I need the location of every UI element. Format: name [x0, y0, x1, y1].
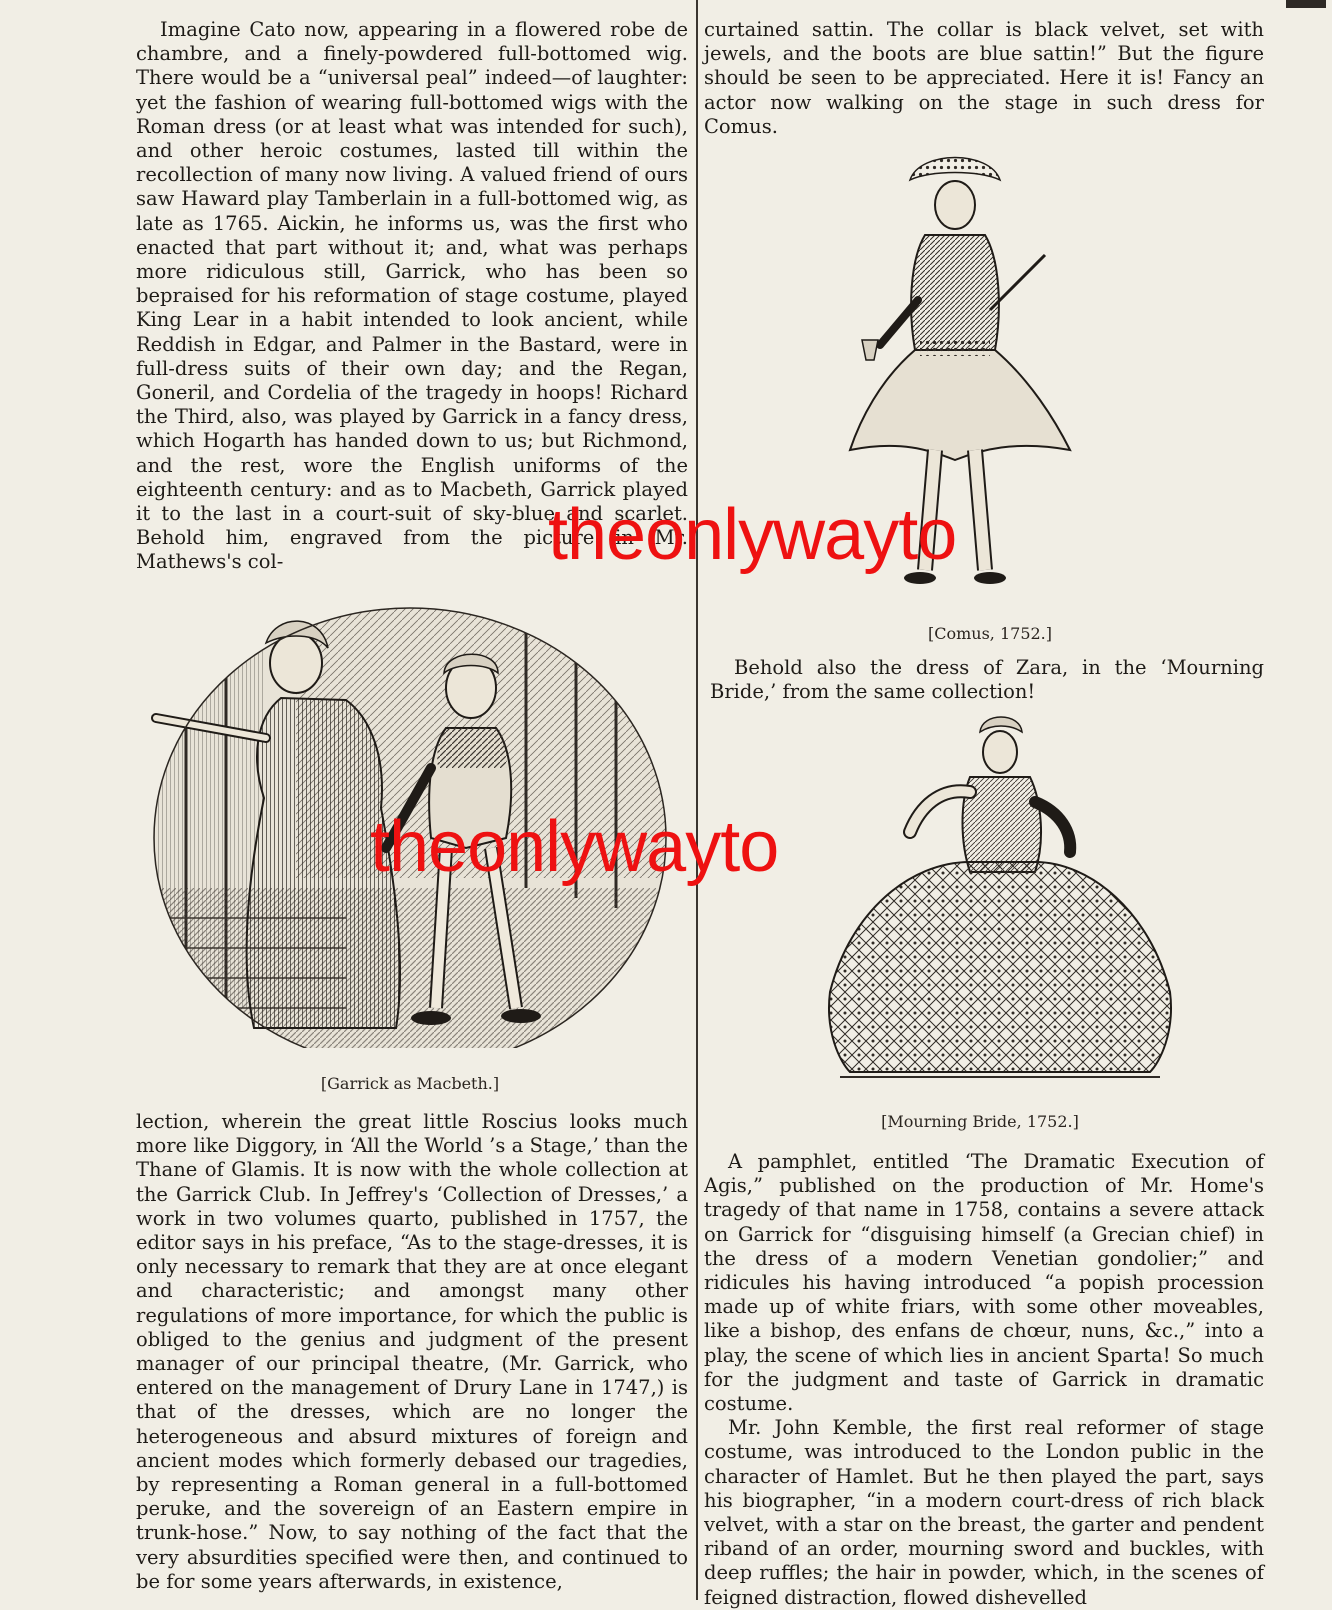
column-rule	[696, 0, 698, 1600]
right-zara-block	[710, 656, 1264, 704]
agis-paragraph: A pamphlet, entitled ‘The Dramatic Execution of Agis,” published on the production of Mr. Home's tragedy of that name in 1758, contains a severe attack on Garrick for “disguising himself (a Grecian chief) in the dress of a modern Venetian gondolier;” and ridicules his having introduced “a popish procession made up of white friars, with some other moveables, like a bishop, des enfans de chœur, nuns, &c.,” into a play, the scene of which lies in ancient Sparta! So much for the judgment and taste of Garrick in dramatic costume.	[704, 1150, 1264, 1416]
watermark-top: theonlywayto	[548, 495, 957, 575]
zara-paragraph: Behold also the dress of Zara, in the ‘Mourning Bride,’ from the same collection!	[710, 656, 1264, 704]
left-bottom-paragraph: lection, wherein the great little Roscius looks much more like Diggory, in ‘All the World ’s a Stage,’ than the Thane of Glamis. It is now with the whole collection at the Garrick Club. In Jeffrey's ‘Collection of Dresses,’ a work in two volumes quarto, published in 1757, the editor says in his preface, “As to the stage-dresses, it is only necessary to remark that they are at once elegant and characteristic; and amongst many other regulations of more importance, for which the public is obliged to the genius and judgment of the present manager of our principal theatre, (Mr. Garrick, who entered on the management of Drury Lane in 1747,) is that of the dresses, which are no longer the heterogeneous and absurd mixtures of foreign and ancient modes which formerly debased our tragedies, by representing a Roman general in a full-bottomed peruke, and the sovereign of an Eastern empire in trunk-hose.” Now, to say nothing of the fact that the very absurdities specified were then, and continued to be for some years afterwards, in existence,	[136, 1110, 688, 1593]
left-bottom-column	[136, 1110, 688, 1594]
right-bottom-column	[704, 1150, 1264, 1610]
left-column	[136, 18, 688, 575]
left-top-paragraph: Imagine Cato now, appearing in a flowered robe de chambre, and a finely-powdered full-bottomed wig. There would be a “universal peal” indeed—of laughter: yet the fashion of wearing full-bottomed wigs with the Roman dress (or at least what was intended for such), and other heroic costumes, lasted till within the recollection of many now living. A valued friend of ours saw Haward play Tamberlain in a full-bottomed wig, as late as 1765. Aickin, he informs us, was the first who enacted that part without it; and, what was perhaps more ridiculous still, Garrick, who has been so bepraised for his reformation of stage costume, played King Lear in a habit intended to look ancient, while Reddish in Edgar, and Palmer in the Bastard, were in full-dress suits of their own day; and the Regan, Goneril, and Cordelia of the tragedy in hoops! Richard the Third, also, was played by Garrick in a fancy dress, which Hogarth has handed down to us; but Richmond, and the rest, wore the English uniforms of the eighteenth century: and as to Macbeth, Garrick played it to the last in a court-suit of sky-blue and scarlet. Behold him, engraved from the picture in Mr. Mathews's col-	[136, 18, 688, 574]
kemble-paragraph: Mr. John Kemble, the first real reformer of stage costume, was introduced to the London public in the character of Hamlet. But he then played the part, says his biographer, “in a modern court-dress of rich black velvet, with a star on the breast, the garter and pendent riband of an order, mourning sword and buckles, with deep ruffles; the hair in powder, which, in the scenes of feigned distraction, flowed dishevelled	[704, 1416, 1264, 1609]
mourning-bride-engraving	[810, 712, 1190, 1092]
comus-engraving	[840, 150, 1080, 610]
right-top-paragraph: curtained sattin. The collar is black velvet, set with jewels, and the boots are blue sattin!” But the figure should be seen to be appreciated. Here it is! Fancy an actor now walking on the stage in such dress for Comus.	[704, 18, 1264, 138]
comus-caption: [Comus, 1752.]	[927, 624, 1053, 643]
right-column-top	[704, 18, 1264, 139]
page-edge-mark	[1286, 0, 1326, 8]
watermark-middle: theonlywayto	[370, 807, 779, 887]
garrick-figure-caption: [Garrick as Macbeth.]	[320, 1074, 500, 1093]
garrick-macbeth-engraving	[146, 588, 674, 1048]
bride-caption: [Mourning Bride, 1752.]	[881, 1112, 1079, 1131]
